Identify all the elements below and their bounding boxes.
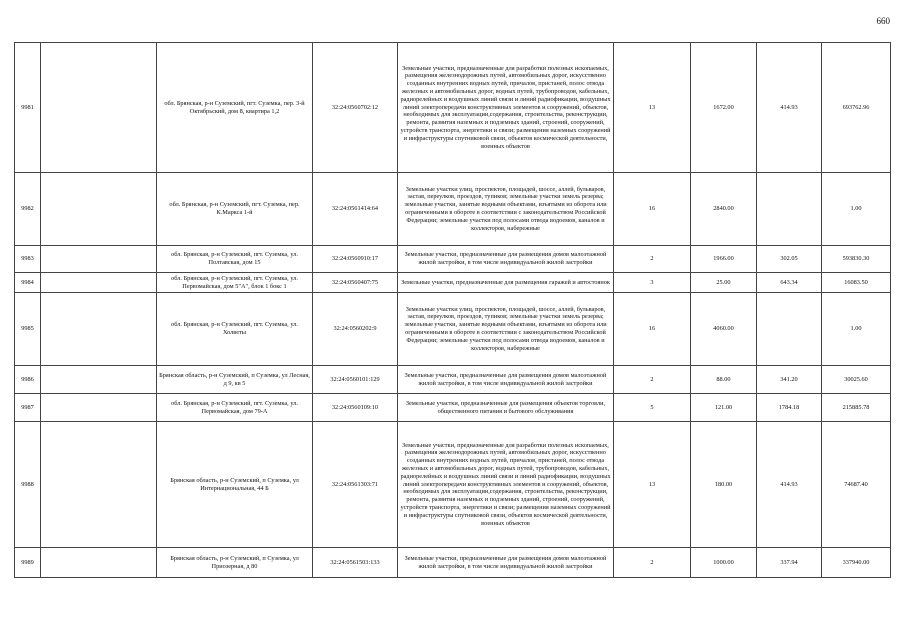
land-use-description-cell: Земельные участки улиц, проспектов, площадей, шоссе, аллей, бульваров, застав, переулков, проездов, тупиков; земельные участки земель резерва; земельные участки, занятые водными объектами, изъятыми из оборота или ограниченными в обороте в соответствии с законодательством Российской Федерации; земельные участки под полосами отвода водоемов, каналов и коллекторов, набережные — [398, 293, 614, 366]
cadastral-value-cell: 1.00 — [822, 293, 891, 366]
area-cell: 180.00 — [691, 422, 757, 548]
row-number: 9989 — [15, 548, 41, 578]
blank-cell — [41, 548, 157, 578]
land-use-description-cell: Земельные участки, предназначенные для разработки полезных ископаемых, размещения железнодорожных путей, автомобильных дорог, искусственно созданных внутренних водных путей, причалов, пристаней, полос отвода железных и автомобильных дорог, водных путей, трубопроводов, кабельных, радиорелейных и воздушных линий связи и линий радиофикации, воздушных линий электропередачи конструктивных элементов и сооружений, объектов, необходимых для эксплуатации,содержания, строительства, реконструкции, ремонта, развития наземных и подземных зданий, строений, сооружений, устройств транспорта, энергетики и связи; размещения наземных сооружений и инфраструктуры спутниковой связи, объектов космической деятельности, военных объектов — [398, 422, 614, 548]
blank-cell — [41, 173, 157, 246]
address-cell: Брянская область, р-н Суземский, п Суземка, ул Лесная, д 9, кв 5 — [157, 366, 313, 394]
table-row — [15, 43, 891, 173]
blank-cell — [41, 366, 157, 394]
table-body — [15, 43, 891, 578]
cadastral-number-cell: 32:24:0560202:9 — [313, 293, 398, 366]
address-cell: обл. Брянская, р-н Суземский, пгт. Суземка, ул. Полтавская, дом 15 — [157, 246, 313, 273]
group-code-cell: 13 — [614, 43, 691, 173]
cadastral-value-cell: 16083.50 — [822, 273, 891, 293]
address-cell: обл. Брянская, р-н Суземский, пгт. Суземка, ул. Первомайская, дом 5"А", блок 1 бокс 1 — [157, 273, 313, 293]
land-use-description-cell: Земельные участки, предназначенные для размещения объектов торговли, общественного питания и бытового обслуживания — [398, 394, 614, 422]
land-use-description-cell: Земельные участки, предназначенные для размещения домов малоэтажной жилой застройки, в том числе индивидуальной жилой застройки — [398, 246, 614, 273]
cadastral-value-cell: 30025.60 — [822, 366, 891, 394]
table-row — [15, 548, 891, 578]
area-cell: 1672.00 — [691, 43, 757, 173]
area-cell: 4060.00 — [691, 293, 757, 366]
table-row — [15, 366, 891, 394]
cadastral-value-cell: 593830.30 — [822, 246, 891, 273]
row-number: 9981 — [15, 43, 41, 173]
specific-value-cell: 414.93 — [757, 422, 822, 548]
land-use-description-cell: Земельные участки, предназначенные для размещения домов малоэтажной жилой застройки, в том числе индивидуальной жилой застройки — [398, 548, 614, 578]
blank-cell — [41, 293, 157, 366]
cadastral-number-cell: 32:24:0560101:129 — [313, 366, 398, 394]
row-number: 9985 — [15, 293, 41, 366]
group-code-cell: 3 — [614, 273, 691, 293]
area-cell: 1000.00 — [691, 548, 757, 578]
row-number: 9982 — [15, 173, 41, 246]
cadastral-value-cell: 215885.78 — [822, 394, 891, 422]
cadastral-value-cell: 693762.96 — [822, 43, 891, 173]
cadastral-value-cell: 337940.00 — [822, 548, 891, 578]
specific-value-cell — [757, 173, 822, 246]
cadastral-value-table — [14, 42, 891, 578]
blank-cell — [41, 246, 157, 273]
land-use-description-cell: Земельные участки, предназначенные для размещения гаражей и автостоянок — [398, 273, 614, 293]
land-use-description-cell: Земельные участки улиц, проспектов, площадей, шоссе, аллей, бульваров, застав, переулков, проездов, тупиков; земельные участки земель резерва; земельные участки, занятые водными объектами, изъятыми из оборота или ограниченными в обороте в соответствии с законодательством Российской Федерации; земельные участки под полосами отвода водоемов, каналов и коллекторов, набережные — [398, 173, 614, 246]
page-number: 660 — [876, 16, 890, 26]
table-row — [15, 173, 891, 246]
table-row — [15, 394, 891, 422]
group-code-cell: 13 — [614, 422, 691, 548]
blank-cell — [41, 273, 157, 293]
group-code-cell: 2 — [614, 548, 691, 578]
specific-value-cell — [757, 293, 822, 366]
group-code-cell: 2 — [614, 246, 691, 273]
group-code-cell: 16 — [614, 173, 691, 246]
cadastral-number-cell: 32:24:0560109:10 — [313, 394, 398, 422]
address-cell: обл. Брянская, р-н Суземский, пгт. Суземка, ул. Холветы — [157, 293, 313, 366]
blank-cell — [41, 43, 157, 173]
land-use-description-cell: Земельные участки, предназначенные для разработки полезных ископаемых, размещения железнодорожных путей, автомобильных дорог, искусственно созданных внутренних водных путей, причалов, пристаней, полос отвода железных и автомобильных дорог, водных путей, трубопроводов, кабельных, радиорелейных и воздушных линий связи и линий радиофикации, воздушных линий электропередачи конструктивных элементов и сооружений, объектов, необходимых для эксплуатации,содержания, строительства, реконструкции, ремонта, развития наземных и подземных зданий, строений, сооружений, устройств транспорта, энергетики и связи; размещения наземных сооружений и инфраструктуры спутниковой связи, объектов космической деятельности, военных объектов — [398, 43, 614, 173]
cadastral-number-cell: 32:24:0560702:12 — [313, 43, 398, 173]
address-cell: Брянская область, р-н Суземский, п Суземка, ул Интернациональная, 44 Б — [157, 422, 313, 548]
blank-cell — [41, 422, 157, 548]
group-code-cell: 2 — [614, 366, 691, 394]
cadastral-number-cell: 32:24:0560910:17 — [313, 246, 398, 273]
cadastral-number-cell: 32:24:0560407:75 — [313, 273, 398, 293]
specific-value-cell: 341.20 — [757, 366, 822, 394]
address-cell: обл. Брянская, р-н Суземский, пгт. Суземка, пер. 3-й Октябрьский, дом 8, квартира 1,2 — [157, 43, 313, 173]
area-cell: 121.00 — [691, 394, 757, 422]
cadastral-number-cell: 32:24:0561303:71 — [313, 422, 398, 548]
address-cell: обл. Брянская, р-н Суземский, пгт. Суземка, ул. Первомайская, дом 79-А — [157, 394, 313, 422]
row-number: 9988 — [15, 422, 41, 548]
area-cell: 25.00 — [691, 273, 757, 293]
specific-value-cell: 643.34 — [757, 273, 822, 293]
address-cell: Брянская область, р-н Суземский, п Суземка, ул Приозерная, д 80 — [157, 548, 313, 578]
area-cell: 2840.00 — [691, 173, 757, 246]
row-number: 9986 — [15, 366, 41, 394]
row-number: 9987 — [15, 394, 41, 422]
specific-value-cell: 337.94 — [757, 548, 822, 578]
row-number: 9984 — [15, 273, 41, 293]
address-cell: обл. Брянская, р-н Суземский, пгт. Суземка, пер. К.Маркса 1-й — [157, 173, 313, 246]
table-row — [15, 246, 891, 273]
table-row — [15, 273, 891, 293]
cadastral-number-cell: 32:24:0561414:64 — [313, 173, 398, 246]
specific-value-cell: 302.05 — [757, 246, 822, 273]
cadastral-number-cell: 32:24:0561503:133 — [313, 548, 398, 578]
specific-value-cell: 1784.18 — [757, 394, 822, 422]
area-cell: 88.00 — [691, 366, 757, 394]
group-code-cell: 16 — [614, 293, 691, 366]
table-row — [15, 293, 891, 366]
cadastral-value-cell: 1.00 — [822, 173, 891, 246]
blank-cell — [41, 394, 157, 422]
group-code-cell: 5 — [614, 394, 691, 422]
area-cell: 1966.00 — [691, 246, 757, 273]
table-row — [15, 422, 891, 548]
specific-value-cell: 414.93 — [757, 43, 822, 173]
cadastral-value-cell: 74687.40 — [822, 422, 891, 548]
land-use-description-cell: Земельные участки, предназначенные для размещения домов малоэтажной жилой застройки, в том числе индивидуальной жилой застройки — [398, 366, 614, 394]
row-number: 9983 — [15, 246, 41, 273]
